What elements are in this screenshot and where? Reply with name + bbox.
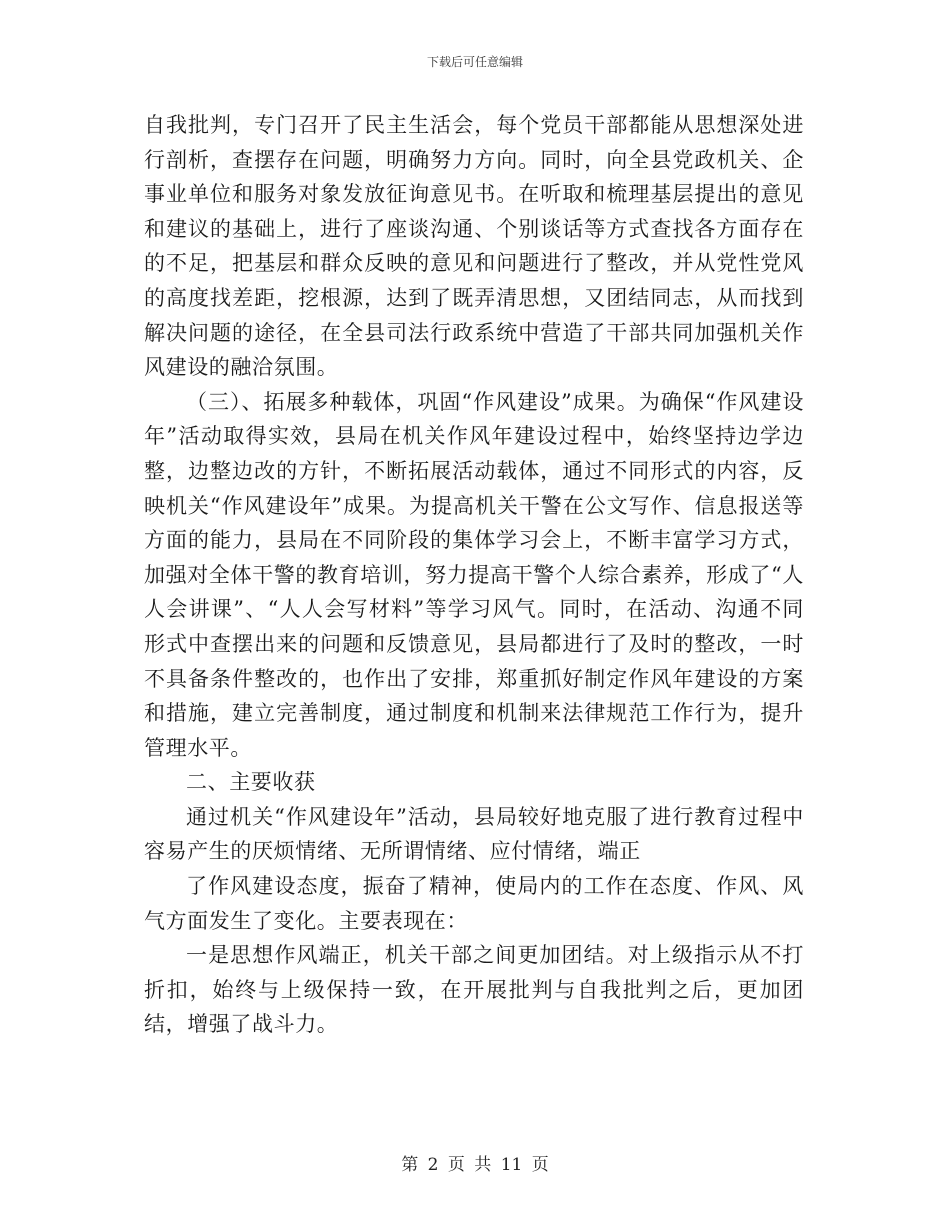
paragraph-2: （三）、拓展多种载体，巩固“作风建设”成果。为确保“作风建设年”活动取得实效，县局在机关作风年建设过程中，始终坚持边学边整，边整边改的方针，不断拓展活动载体，通过不同形式的内容，反映机关“作风建设年”成果。为提高机关干警在公文写作、信息报送等方面的能力，县局在不同阶段的集体学习会上，不断丰富学习方式，加强对全体干警的教育培训，努力提高干警个人综合素养，形成了“人人会讲课”、“人人会写材料”等学习风气。同时，在活动、沟通不同形式中查摆出来的问题和反馈意见，县局都进行了及时的整改，一时不具备条件整改的，也作出了安排，郑重抓好制定作风年建设的方案和措施，建立完善制度，通过制度和机制来法律规范工作行为，提升管理水平。 — [144, 389, 804, 760]
paragraph-1: 自我批判，专门召开了民主生活会，每个党员干部都能从思想深处进行剖析，查摆存在问题，明确努力方向。同时，向全县党政机关、企事业单位和服务对象发放征询意见书。在听取和梳理基层提出的意见和建议的基础上，进行了座谈沟通、个别谈话等方式查找各方面存在的不足，把基层和群众反映的意见和问题进行了整改，并从党性党风的高度找差距，挖根源，达到了既弄清思想，又团结同志，从而找到解决问题的途径，在全县司法行政系统中营造了干部共同加强机关作风建设的融洽氛围。 — [144, 113, 804, 380]
paragraph-4: 了作风建设态度，振奋了精神，使局内的工作在态度、作风、风气方面发生了变化。主要表现在： — [144, 874, 804, 933]
section-heading: 二、主要收获 — [186, 770, 316, 795]
paragraph-5: 一是思想作风端正，机关干部之间更加团结。对上级指示从不打折扣，始终与上级保持一致，在开展批判与自我批判之后，更加团结，增强了战斗力。 — [144, 943, 804, 1037]
page-header-note: 下载后可任意编辑 — [426, 55, 523, 69]
page-number: 第 2 页 共 11 页 — [401, 1155, 549, 1175]
paragraph-3: 通过机关“作风建设年”活动，县局较好地克服了进行教育过程中容易产生的厌烦情绪、无所谓情绪、应付情绪，端正 — [144, 804, 804, 864]
document-body — [144, 108, 804, 1042]
